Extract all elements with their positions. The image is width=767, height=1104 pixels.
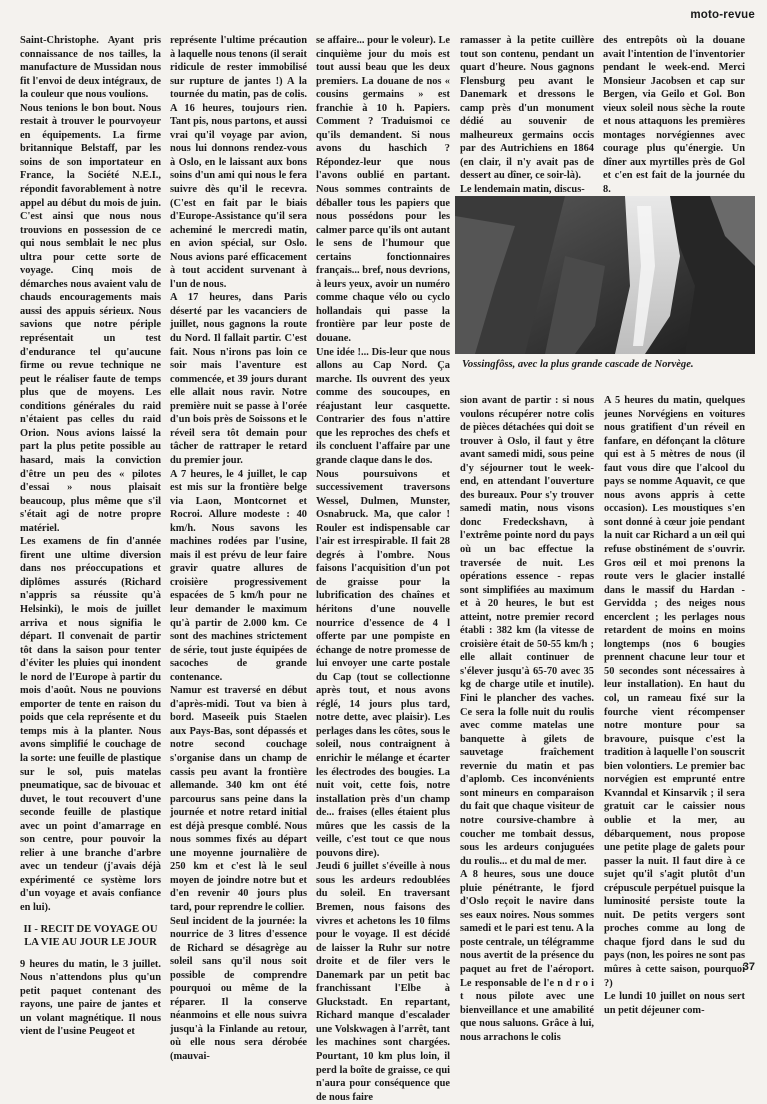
paragraph: Les examens de fin d'année firent une ultime diversion dans nos préoccupations et diplômes assurés (Richard n'appris sa réussite qu'à Helsinki), le mois de juillet arriva et nous signifia le départ. Il convenait de partir tôt dans la saison pour tenter d'éviter les pluies qui inondent le nord de l'Europe à partir du mois d'août. Nous ne pouvions emporter de tente en raison du poids que cela représente et du temps mis à la planter. Nous avons simplifié le couchage de la sorte: une feuille de plastique sur le sol, puis matelas pneumatique, sac de bivouac et duvet, le tout recouvert d'une seconde feuille de plastique avec un point d'amarrage en son centre, pour pouvoir la relier à une branche d'arbre avec un tendeur (j'avais déjà expérimenté ce système lors d'un voyage et avais confiance en lui). — [20, 536, 161, 913]
paragraph: se affaire... pour le voleur). Le cinquième jour du mois est tout aussi beau que les deux premiers. La douane de nos « cousins germains » est franchie à 10 h. Papiers. Comment ? Traduismoi ce qu'ils demandent. Si nous avons du haschich ? Répondez-leur que nous l'avons oublié en partant. Nous sommes contraints de déballer tous les papiers que nous possédons pour les calmer parce qu'ils ont autant le sens de l'humour que certains fonctionnaires français... bref, nous devrions, à leurs yeux, avoir un numéro comme chaque vélo ou cyclo hollandais qui passe la frontière par leur poste de douane. — [316, 35, 450, 345]
photo-caption: Vossingfôss, avec la plus grande cascade de Norvège. — [462, 359, 694, 370]
paragraph: A 8 heures, sous une douce pluie pénétrante, le fjord d'Oslo reçoit le navire dans ses eaux noires. Nous sommes samedi et le pari est tenu. A la poste centrale, un télégramme nous avertit de la présence du paquet au fret de l'aéroport. Le responsable de l'e n d r o i t nous pilote avec une bienveillance et une amabilité que nous saluons. Grâce à lui, nous arrachons le colis — [460, 869, 594, 1043]
article-column-5-bottom — [604, 394, 745, 1016]
section-heading: II - RECIT DE VOYAGE OU LA VIE AU JOUR LE JOUR — [23, 923, 158, 949]
article-column-4-top — [460, 34, 594, 196]
article-column-5-top — [603, 34, 745, 196]
paragraph: représente l'ultime précaution à laquelle nous tenons (il serait ridicule de rester immobilisé sur rupture de jantes !) A la tournée du matin, pas de colis. A 16 heures, toujours rien. Tant pis, nous partons, et aussi vrai qu'il voyage par avion, nous lui donnons rendez-vous à Oslo, en le laissant aux bons soins d'un ami qui nous le fera suivre dès qu'il le recevra. (C'est en fait par le biais d'Europe-Assistance qu'il sera acheminé le mercredi matin, en avion spécial, sur Oslo. Nous avions paré efficacement à tout accident survenant à l'un de nous. — [170, 35, 307, 290]
paragraph: A 7 heures, le 4 juillet, le cap est mis sur la frontière belge via Laon, Montcornet et Rocroi. Allure modeste : 40 km/h. Nous savons les machines rodées par l'usine, mais il est prévu de leur faire gravir quatre allures de croisière progressivement espacées de 5 km/h pour ne leur demander le maximum qu'à partir de 2.000 km. Ce sont des machines strictement de série, tout juste équipées de sacoches de grande contenance. — [170, 468, 307, 683]
page-number: 37 — [742, 961, 755, 973]
paragraph: A 17 heures, dans Paris déserté par les vacanciers de juillet, nous gagnons la route du Nord. Il fallait partir. C'est fait. Nous n'irons pas loin ce soir mais l'aventure est commencée, et 39 jours durant elle allait nous ravir. Notre première nuit se passe à l'orée d'un bois près de Soissons et le réveil sera tôt demain pour tâcher de rattraper le retard du premier jour. — [170, 292, 307, 466]
paragraph: Nous poursuivons et successivement traversons Wessel, Dulmen, Munster, Osnabruck. Ma, que calor ! Rouler est indispensable car l'air est irrespirable. Il fait 28 degrés à l'ombre. Nous faisons l'acquisition d'un pot de graisse pour la lubrification des chaînes et héritons d'une nouvelle nourrice d'essence de 4 l offerte par une pompiste en échange de notre promesse de lui envoyer une carte postale du Cap (tout se collectionne après tout, et nous avons réglé, 14 jours plus tard, notre dette, avec plaisir). Les perlages dans les côtes, sous le soleil, nous contraignent à enrichir le mélange et écarter les électrodes des bougies. La nuit voit, cette fois, notre installation près d'un champ de... fraises (elles étaient plus mûres que les cassis de la veille, c'est tout ce que nous pouvons dire). — [316, 468, 450, 859]
paragraph: ramasser à la petite cuillère tout son contenu, pendant un quart d'heure. Nous gagnons Flensburg peu avant le Danemark et dressons le camp près d'un monument dédié au souvenir de malheureux germains occis par des Autrichiens en 1864 (en clair, il n'y avait pas de dessert au dîner, ce soir-là). — [460, 35, 594, 182]
article-column-2 — [170, 34, 307, 1063]
waterfall-illustration — [455, 196, 755, 354]
paragraph: 9 heures du matin, le 3 juillet. Nous n'attendons plus qu'un petit paquet contenant des rayons, une paire de jantes et un volant magnétique. Il nous vient de l'usine Peugeot et — [20, 958, 161, 1038]
paragraph: sion avant de partir : si nous voulons récupérer notre colis de pièces détachées qui doit se trouver à Oslo, il faut y être avant samedi midi, sous peine d'y séjourner tout le week-end, en attendant l'ouverture des bureaux. Pour s'y trouver samedi matin, nous visons donc Fredeckshavn, à l'extrême pointe nord du pays où un bac effectue la traversée de nuit. Les opérations essence - repas sont simplifiées au maximum et à 20 heures, le but est atteint, notre premier record établi : 382 km (la vitesse de croisière était de 50-55 km/h ; elle allait continuer de s'élever jusqu'à 65-70 avec 35 kg de charge utile et inutile). Fini le plancher des vaches. Ce sera la folle nuit du roulis avec comme matelas une banquette à gilets de sauvetage fraîchement revernie du matin et pas d'aplomb. Ces inconvénients sont mineurs en comparaison du fait que chaque visiteur de notre coursive-chambre à coucher me tombait dessus, sous les ardeurs conjuguées du roulis... et du mal de mer. — [460, 395, 594, 867]
article-column-3 — [316, 34, 450, 1103]
magazine-brand: moto-revue — [690, 9, 755, 21]
paragraph: Seul incident de la journée: la nourrice de 3 litres d'essence de Richard se désagrège au soleil sans qu'il nous soit possible de comprendre pourquoi ou même de la réparer. Il la conserve néanmoins et elle nous suivra jusqu'à la Finlande au retour, où elle nous sera dérobée (mauvai- — [170, 915, 307, 1063]
paragraph: des entrepôts où la douane avait l'intention de l'inventorier pendant le week-end. Merci Monsieur Jacobsen et cap sur Bergen, via Geilo et Gol. Bon vieux soleil nous sèche la route et nous attaquons les premières montages norvégiennes avec courage plus qu'énergie. Un dîner aux myrtilles près de Gol et c'en est fait de la journée du 8. — [603, 35, 745, 196]
paragraph: Une idée !... Dis-leur que nous allons au Cap Nord. Ça marche. Ils ouvrent des yeux comme des soucoupes, en réajustant leur casquette. Contrarier des fous n'attire que les reproches des chefs et ils concluent l'affaire par une grande claque dans le dos. — [316, 346, 450, 466]
paragraph: Jeudi 6 juillet s'éveille à nous sous les ardeurs redoublées du soleil. En traversant Bremen, nous faisons des vivres et achetons les 10 films pour le voyage. Il est décidé de laisser la Ruhr sur notre droite et de filer vers le Danemark par un petit bac franchissant l'Elbe à Gluckstadt. En repartant, Richard manque d'escalader une Volskwagen à l'arrêt, tant les machines sont chargées. Pourtant, 10 km plus loin, il perd la boîte de graisse, ce qui n'aura pour conséquence que de nous faire — [316, 861, 450, 1103]
paragraph: Le lendemain matin, discus- — [460, 184, 585, 196]
paragraph: A 5 heures du matin, quelques jeunes Norvégiens en voitures nous gratifient d'un réveil en fanfare, en défonçant la clôture qui est à 5 mètres de nous (il faut vous dire que l'alcool du pays se nomme Aquavit, ce que nous avons appris à cette occasion). Les moustiques s'en sont donné à cœur joie pendant la nuit car Richard a un œil qui refuse obstinément de s'ouvrir. Gros œil et moi prenons la route vers le glacier installé dans le massif du Hardan - Gervidda ; des neiges nous encerclent ; les perlages nous retardent de moins en moins longtemps (nos 6 bougies prennent chacune leur tour et 50 secondes sont nécessaires à leur installation). En haut du col, un rameau fixé sur la fourche vient récompenser notre monture pour sa bravoure, puisque c'est la tradition à laquelle l'on souscrit bien volontiers. Le premier bac norvégien est emprunté entre Kvanndal et Kinsarvik ; il sera gratuit car le caissier nous oublie et la mer, au débarquement, nous propose une petite plage de galets pour passer la nuit. Il faut dire à ce sujet qu'il s'agit plutôt d'un crépuscule perpétuel puisque la luminosité persiste toute la nuit. De petits vergers sont proches comme au long de chaque fjord dans le sud du pays (non, les poires ne sont pas mûres à cette saison, pourquoi ?) — [604, 395, 745, 989]
waterfall-photo — [455, 196, 755, 354]
paragraph: Saint-Christophe. Ayant pris connaissance de nos tailles, la manufacture de Mussidan nous fit l'envoi de deux intégraux, de la couleur que nous voulions. — [20, 35, 161, 101]
paragraph: Le lundi 10 juillet on nous sert un petit déjeuner com- — [604, 991, 745, 1016]
paragraph: Namur est traversé en début d'après-midi. Tout va bien à bord. Maseeik puis Staelen aux Pays-Bas, sont dépassés et notre second couchage s'organise dans un champ de cassis peu avant la frontière allemande. 340 km ont été parcourus sans peine dans la journée et notre retard initial est déjà presque comblé. Nous nous sommes fixés au départ une moyenne journalière de 250 km et c'est là le seul moyen de joindre notre but et d'en revenir 40 jours plus tard, pour reprendre le collier. — [170, 685, 307, 913]
paragraph: Nous tenions le bon bout. Nous restait à trouver le pourvoyeur en équipements. La firme britannique Belstaff, par les soins de son importateur en France, la Société N.E.I., répondit favorablement à notre appel au début du mois de juin. C'est ainsi que nous nous trouvions en possession de ce qui nous semblait le nec plus ultra pour cette sorte de voyage. Cinq mois de démarches nous avaient valu de chauds encouragements mais aussi des appuis sérieux. Nous savions que notre périple représentait un test d'endurance tel qu'aucune firme ou revue technique ne peut le réaliser faute de temps plus que de moyens. Les conditions générales du raid n'étaient pas celles du raid Orion. Nous avions laissé la part la plus petite possible au hasard, mais la conviction d'être un peu des « pilotes d'essai » nous plaisait beaucoup, plus même que s'il s'était agi de notre propre matériel. — [20, 102, 161, 534]
article-column-1 — [20, 34, 161, 1038]
article-column-4-bottom — [460, 394, 594, 1043]
